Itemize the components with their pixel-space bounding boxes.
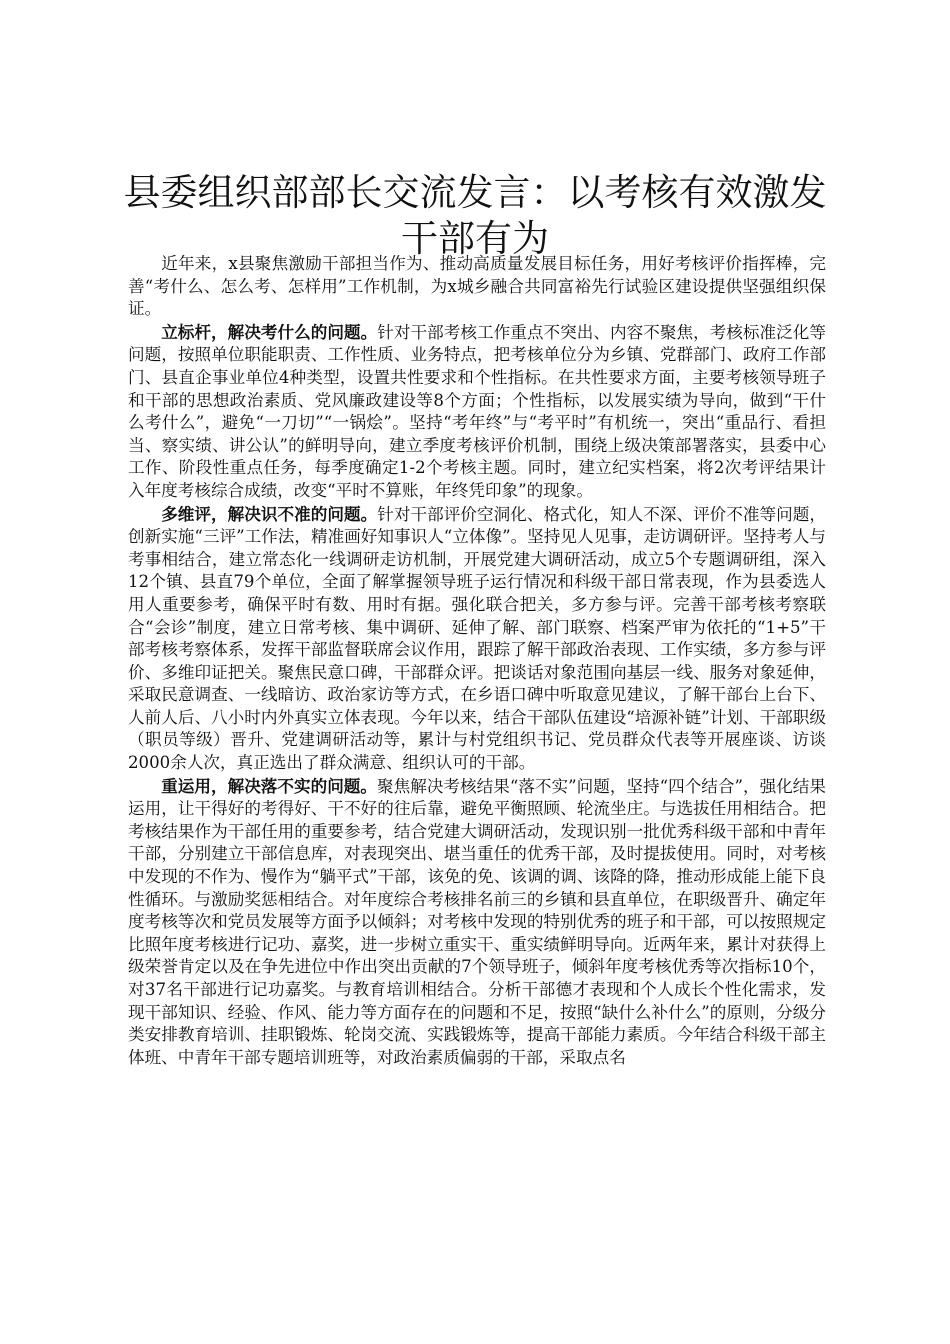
section-heading: 多维评，解决识不准的问题。 [161, 503, 378, 524]
paragraph-text: 针对干部评价空洞化、格式化，知人不深、评价不准等问题，创新实施“三评”工作法，精准画好知事识人“立体像”。坚持见人见事，走访调研评。坚持考人与考事相结合，建立常态化一线调研走访机制，开展党建大调研活动，成立5个专题调研组，深入12个镇、县直79个单位，全面了解掌握领导班子运行情况和科级干部日常表现，作为县委选人用人重要参考，确保平时有数、用时有据。强化联合把关，多方参与评。完善干部考核考察联合“会诊”制度，建立日常考核、集中调研、延伸了解、部门联察、档案严审为依托的“1+5”干部考核考察体系，发挥干部监督联席会议作用，跟踪了解干部政治表现、工作实绩，多方参与评价、多维印证把关。聚焦民意口碑，干部群众评。把谈话对象范围向基层一线、服务对象延伸，采取民意调查、一线暗访、政治家访等方式，在乡语口碑中听取意见建议，了解干部台上台下、人前人后、八小时内外真实立体表现。今年以来，结合干部队伍建设“培源补链”计划、干部职级（职员等级）晋升、党建调研活动等，累计与村党组织书记、党员群众代表等开展座谈、访谈2000余人次，真正选出了群众满意、组织认可的干部。 [128, 504, 827, 773]
document-title: 县委组织部部长交流发言：以考核有效激发干部有为 [123, 171, 827, 260]
paragraph-section-3 [128, 775, 826, 1070]
section-heading: 重运用，解决落不实的问题。 [161, 775, 378, 796]
paragraph-intro [128, 253, 826, 321]
paragraph-section-2 [128, 503, 826, 775]
section-heading: 立标杆，解决考什么的问题。 [161, 321, 378, 342]
paragraph-text: 针对干部考核工作重点不突出、内容不聚焦，考核标准泛化等问题，按照单位职能职责、工作性质、业务特点，把考核单位分为乡镇、党群部门、政府工作部门、县直企事业单位4种类型，设置共性要求和个性指标。在共性要求方面，主要考核领导班子和干部的思想政治素质、党风廉政建设等8个方面；个性指标，以发展实绩为导向，做到“干什么考什么”，避免“一刀切”“一锅烩”。坚持“考年终”与“考平时”有机统一，突出“重品行、看担当、察实绩、讲公认”的鲜明导向，建立季度考核评价机制，围绕上级决策部署落实，县委中心工作、阶段性重点任务，每季度确定1-2个考核主题。同时，建立纪实档案，将2次考评结果计入年度考核综合成绩，改变“平时不算账，年终凭印象”的现象。 [128, 322, 827, 500]
paragraph-text: 聚焦解决考核结果“落不实”问题，坚持“四个结合”，强化结果运用，让干得好的考得好、干不好的往后靠，避免平衡照顾、轮流坐庄。与选拔任用相结合。把考核结果作为干部任用的重要参考，结合党建大调研活动，发现识别一批优秀科级干部和中青年干部，分别建立干部信息库，对表现突出、堪当重任的优秀干部，及时提拔使用。同时，对考核中发现的不作为、慢作为“躺平式”干部，该免的免、该调的调、该降的降，推动形成能上能下良性循环。与激励奖惩相结合。对年度综合考核排名前三的乡镇和县直单位，在职级晋升、确定年度考核等次和党员发展等方面予以倾斜；对考核中发现的特别优秀的班子和干部，可以按照规定比照年度考核进行记功、嘉奖，进一步树立重实干、重实绩鲜明导向。近两年来，累计对获得上级荣誉肯定以及在争先进位中作出突出贡献的7个领导班子，倾斜年度考核优秀等次指标10个，对37名干部进行记功嘉奖。与教育培训相结合。分析干部德才表现和个人成长个性化需求，发现干部知识、经验、作风、能力等方面存在的问题和不足，按照“缺什么补什么”的原则，分级分类安排教育培训、挂职锻炼、轮岗交流、实践锻炼等，提高干部能力素质。今年结合科级干部主体班、中青年干部专题培训班等，对政治素质偏弱的干部，采取点名 [128, 776, 827, 1067]
paragraph-section-1 [128, 321, 826, 503]
document-body [128, 253, 826, 1069]
paragraph-text: 近年来，x县聚焦激励干部担当作为、推动高质量发展目标任务，用好考核评价指挥棒，完善“考什么、怎么考、怎样用”工作机制，为x城乡融合共同富裕先行试验区建设提供坚强组织保证。 [128, 254, 826, 319]
